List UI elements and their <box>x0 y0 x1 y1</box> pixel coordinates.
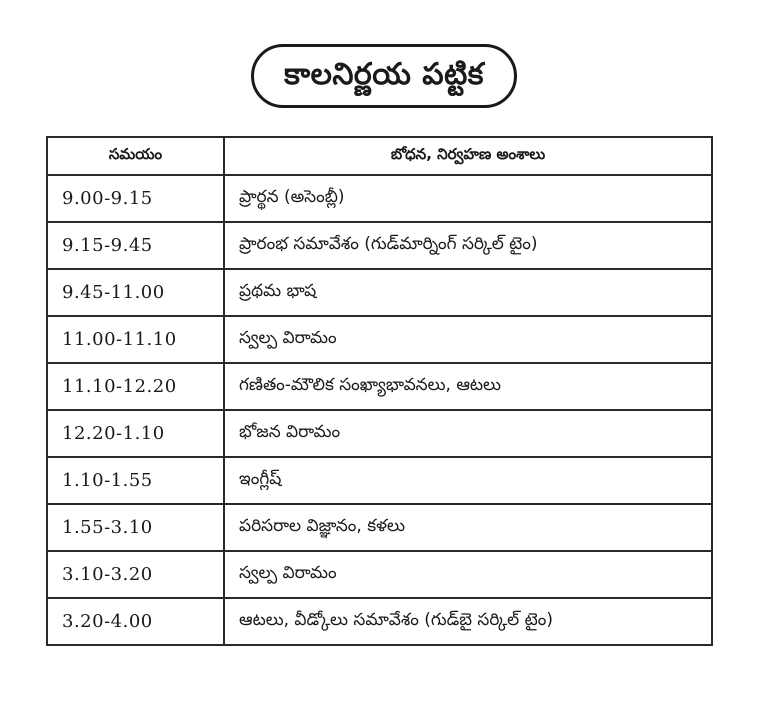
table-row <box>47 551 712 598</box>
activity-cell: ప్రారంభ సమావేశం (గుడ్‌మార్నింగ్ సర్కిల్ టైం) <box>224 222 712 269</box>
activity-cell: స్వల్ప విరామం <box>224 551 712 598</box>
time-cell: 1.10-1.55 <box>47 457 224 504</box>
table-header-row <box>47 137 712 175</box>
table-row <box>47 222 712 269</box>
activity-cell: గణితం-మౌలిక సంఖ్యాభావనలు, ఆటలు <box>224 363 712 410</box>
activity-cell: భోజన విరామం <box>224 410 712 457</box>
time-cell: 9.00-9.15 <box>47 175 224 222</box>
time-cell: 1.55-3.10 <box>47 504 224 551</box>
table-row <box>47 269 712 316</box>
table-row <box>47 504 712 551</box>
activity-cell: స్వల్ప విరామం <box>224 316 712 363</box>
table-row <box>47 316 712 363</box>
table-row <box>47 363 712 410</box>
page-title: కాలనిర్ణయ పట్టిక <box>251 44 517 108</box>
table-row <box>47 410 712 457</box>
activity-cell: ఆటలు, వీడ్కోలు సమావేశం (గుడ్‌బై సర్కిల్ టైం) <box>224 598 712 645</box>
time-cell: 12.20-1.10 <box>47 410 224 457</box>
table-row <box>47 598 712 645</box>
table-row <box>47 457 712 504</box>
table-row <box>47 175 712 222</box>
header-time: సమయం <box>47 137 224 175</box>
activity-cell: పరిసరాల విజ్ఞానం, కళలు <box>224 504 712 551</box>
time-cell: 3.10-3.20 <box>47 551 224 598</box>
activity-cell: ప్రథమ భాష <box>224 269 712 316</box>
time-cell: 9.45-11.00 <box>47 269 224 316</box>
header-activity: బోధన, నిర్వహణ అంశాలు <box>224 137 712 175</box>
time-cell: 9.15-9.45 <box>47 222 224 269</box>
title-container <box>0 44 768 108</box>
timetable <box>46 136 713 646</box>
time-cell: 3.20-4.00 <box>47 598 224 645</box>
time-cell: 11.10-12.20 <box>47 363 224 410</box>
activity-cell: ప్రార్థన (అసెంబ్లీ) <box>224 175 712 222</box>
time-cell: 11.00-11.10 <box>47 316 224 363</box>
activity-cell: ఇంగ్లీష్ <box>224 457 712 504</box>
